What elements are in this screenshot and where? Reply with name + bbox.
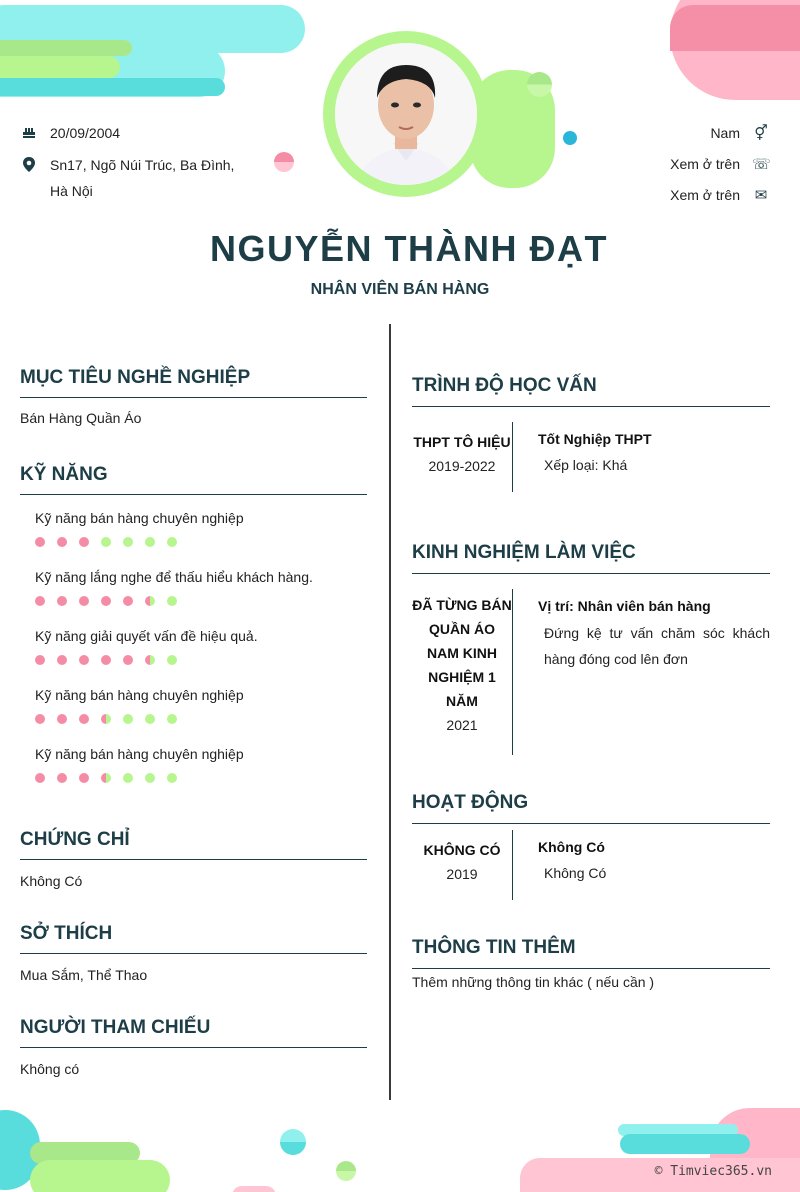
skill-rating-dot <box>35 596 45 606</box>
additional-text: Thêm những thông tin khác ( nếu cần ) <box>412 974 655 990</box>
objective-line <box>20 397 367 398</box>
skill-rating-dot <box>101 596 111 606</box>
skill-rating-dot <box>79 655 89 665</box>
skill-rating-dot <box>101 537 111 547</box>
objective-text: Bán Hàng Quần Áo <box>20 410 142 426</box>
activities-detail-block <box>538 839 606 881</box>
skill-name: Kỹ năng giải quyết vấn đề hiệu quả. <box>35 628 258 644</box>
footer-watermark: © Timviec365.vn <box>654 1164 772 1179</box>
skill-name: Kỹ năng bán hàng chuyên nghiệp <box>35 687 244 703</box>
skill-rating-dot <box>79 596 89 606</box>
experience-company-block <box>412 593 512 737</box>
education-vbar <box>512 422 513 492</box>
experience-line <box>412 573 770 574</box>
experience-company-line: QUẦN ÁO <box>428 621 496 637</box>
certificates-text: Không Có <box>20 873 83 889</box>
email-text: Xem ở trên <box>670 187 740 203</box>
skill-rating-dot <box>79 773 89 783</box>
education-line <box>412 406 770 407</box>
gender-row <box>570 124 770 142</box>
gender-icon: ⚥ <box>754 125 768 142</box>
skill-rating-dot <box>35 537 45 547</box>
skill-rating-dot <box>57 655 67 665</box>
education-degree: Tốt Nghiệp THPT <box>538 431 652 447</box>
experience-role: Vị trí: Nhân viên bán hàng <box>538 598 711 614</box>
experience-detail-block <box>538 598 770 672</box>
skill-rating-dot <box>145 596 155 606</box>
skill-name: Kỹ năng bán hàng chuyên nghiệp <box>35 746 244 762</box>
activities-desc: Không Có <box>544 865 607 881</box>
activities-year: 2019 <box>446 866 478 882</box>
experience-company-line: NGHIỆM 1 <box>428 669 496 685</box>
skill-rating <box>35 655 177 665</box>
additional-line <box>412 968 770 969</box>
gender-text: Nam <box>710 125 740 141</box>
column-divider <box>389 324 391 1100</box>
phone-row <box>570 155 770 173</box>
experience-vbar <box>512 589 513 755</box>
skill-rating-dot <box>145 773 155 783</box>
skill-rating-dot <box>79 537 89 547</box>
skill-rating-dot <box>123 714 133 724</box>
phone-text: Xem ở trên <box>670 156 740 172</box>
skill-rating-dot <box>101 773 111 783</box>
experience-company-line: NĂM <box>446 693 478 709</box>
skills-title: KỸ NĂNG <box>20 464 108 485</box>
skill-rating <box>35 537 177 547</box>
objective-title: MỤC TIÊU NGHỀ NGHIỆP <box>20 367 251 388</box>
certificates-title: CHỨNG CHỈ <box>20 829 130 850</box>
hobbies-text: Mua Sắm, Thể Thao <box>20 967 148 983</box>
skill-rating-dot <box>101 714 111 724</box>
experience-company-line: ĐÃ TỪNG BÁN <box>412 597 512 613</box>
skill-rating-dot <box>145 714 155 724</box>
email-row <box>570 186 770 204</box>
education-detail-block <box>538 431 652 473</box>
education-school-block <box>412 430 512 478</box>
skill-rating-dot <box>167 537 177 547</box>
certificates-line <box>20 859 367 860</box>
education-title: TRÌNH ĐỘ HỌC VẤN <box>412 375 597 396</box>
skill-rating-dot <box>57 714 67 724</box>
references-title: NGƯỜI THAM CHIẾU <box>20 1017 211 1038</box>
skill-rating-dot <box>167 714 177 724</box>
avatar <box>323 31 489 197</box>
hobbies-title: SỞ THÍCH <box>20 923 113 944</box>
skill-rating-dot <box>57 773 67 783</box>
skill-rating-dot <box>123 655 133 665</box>
location-pin-icon <box>20 157 38 175</box>
skill-name: Kỹ năng bán hàng chuyên nghiệp <box>35 510 244 526</box>
address-row <box>20 156 260 204</box>
experience-title: KINH NGHIỆM LÀM VIỆC <box>412 542 636 563</box>
skill-rating-dot <box>35 773 45 783</box>
activities-line <box>412 823 770 824</box>
birthday-row <box>20 125 120 143</box>
hobbies-line <box>20 953 367 954</box>
skill-rating <box>35 596 177 606</box>
education-grade: Xếp loại: Khá <box>544 457 628 473</box>
experience-company-line: NAM KINH <box>427 645 497 661</box>
activities-vbar <box>512 830 513 900</box>
candidate-position: NHÂN VIÊN BÁN HÀNG <box>310 281 490 298</box>
additional-title: THÔNG TIN THÊM <box>412 937 576 958</box>
activities-org: KHÔNG CÓ <box>423 842 501 858</box>
skill-rating-dot <box>35 655 45 665</box>
education-years: 2019-2022 <box>428 458 496 474</box>
skill-rating-dot <box>167 773 177 783</box>
skill-rating <box>35 773 177 783</box>
skill-rating-dot <box>57 537 67 547</box>
experience-desc: Đứng kệ tư vấn chăm sóc khách hàng đóng cod lên đơn <box>544 625 770 667</box>
skill-rating-dot <box>101 655 111 665</box>
address-text: Sn17, Ngõ Núi Trúc, Ba Đình, Hà Nội <box>50 157 235 199</box>
skill-rating-dot <box>145 537 155 547</box>
skill-rating-dot <box>123 773 133 783</box>
activities-org-block <box>412 838 512 886</box>
skill-rating-dot <box>167 596 177 606</box>
references-line <box>20 1047 367 1048</box>
skill-rating-dot <box>79 714 89 724</box>
candidate-name: NGUYỄN THÀNH ĐẠT <box>210 228 608 269</box>
activities-title: HOẠT ĐỘNG <box>412 792 529 813</box>
skill-rating-dot <box>57 596 67 606</box>
skill-rating-dot <box>123 537 133 547</box>
references-text: Không có <box>20 1061 80 1077</box>
skills-line <box>20 494 367 495</box>
phone-icon: ☏ <box>752 156 771 173</box>
envelope-icon: ✉ <box>754 187 768 204</box>
birthday-cake-icon <box>20 125 38 143</box>
skill-rating-dot <box>145 655 155 665</box>
education-school: THPT TÔ HIỆU <box>413 434 511 450</box>
skill-rating-dot <box>167 655 177 665</box>
skill-rating-dot <box>123 596 133 606</box>
decor-top-right <box>660 0 800 100</box>
skill-rating <box>35 714 177 724</box>
birthday-text: 20/09/2004 <box>50 125 121 141</box>
experience-year: 2021 <box>446 717 478 733</box>
skill-rating-dot <box>35 714 45 724</box>
skill-name: Kỹ năng lắng nghe để thấu hiểu khách hàng. <box>35 569 313 585</box>
activities-role: Không Có <box>538 839 605 855</box>
decor-top-left <box>0 0 310 100</box>
decor-bottom-left <box>0 1100 380 1192</box>
